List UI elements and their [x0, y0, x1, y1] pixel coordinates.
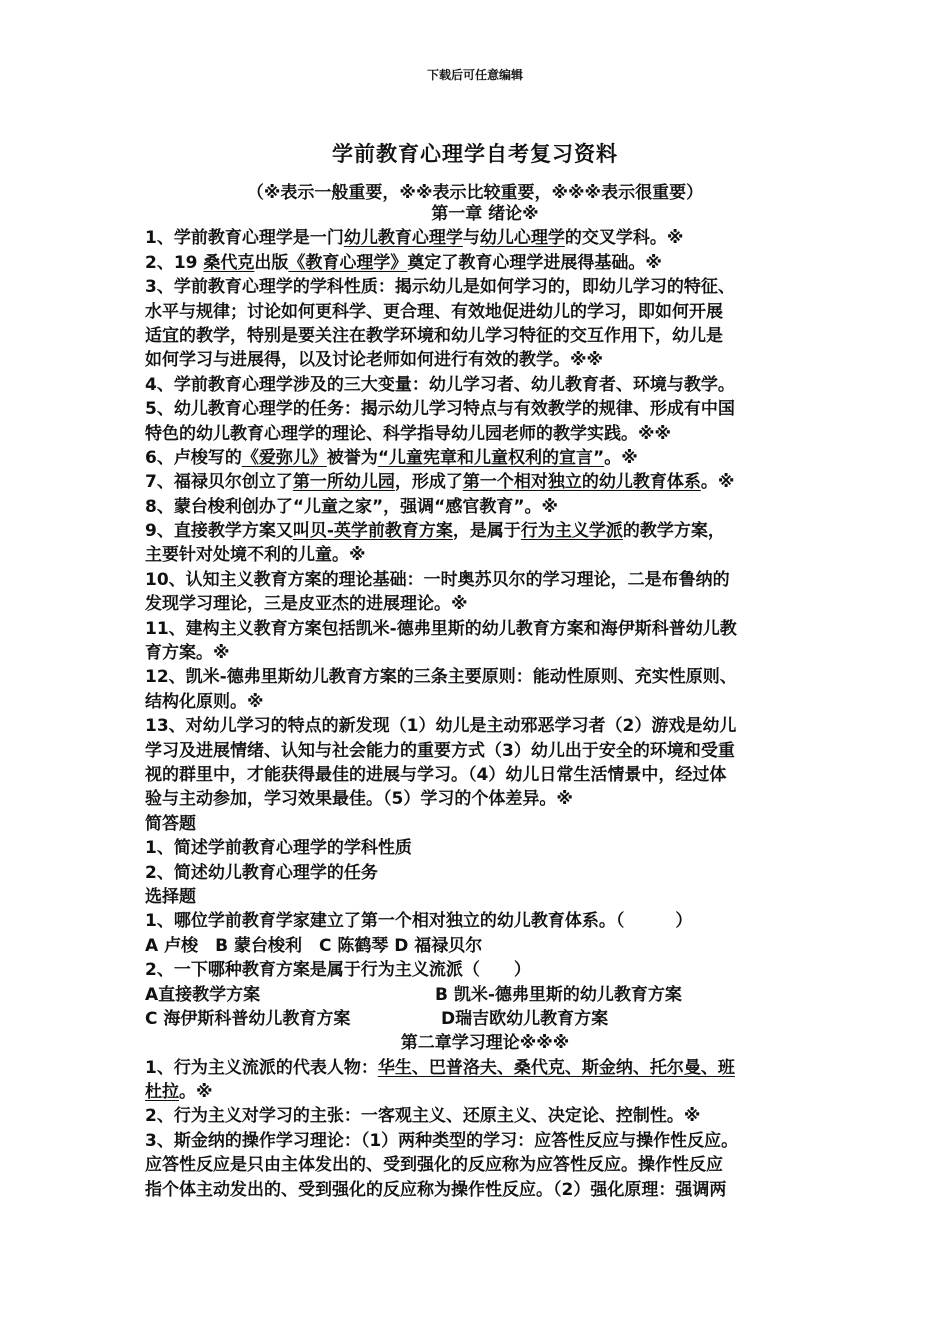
choice-heading: 选择题: [145, 886, 196, 907]
underlined-term: 第一个相对独立的幼儿教育体系: [462, 472, 701, 493]
option-a: A直接教学方案: [145, 984, 261, 1005]
chapter-2-heading: 第二章学习理论※※※: [400, 1033, 570, 1054]
item-13-line: 验与主动参加，学习效果最佳。（5）学习的个体差异。※: [145, 789, 573, 810]
item-3-line: 3、学前教育心理学的学科性质：揭示幼儿是如何学习的，即幼儿学习的特征、: [145, 277, 735, 298]
item-11-line: 育方案。※: [145, 643, 230, 664]
item-13-line: 学习及进展情绪、认知与社会能力的重要方式（3）幼儿出于安全的环境和受重: [145, 740, 735, 761]
item-3-line: 水平与规律；讨论如何更科学、更合理、有效地促进幼儿的学习，即如何开展: [145, 301, 723, 322]
document-title: 学前教育心理学自考复习资料: [332, 142, 618, 166]
item-13-line: 13、对幼儿学习的特点的新发现（1）幼儿是主动邪恶学习者（2）游戏是幼儿: [145, 716, 737, 737]
document-body: [145, 202, 825, 1202]
item-9: 9、直接教学方案又叫贝-英学前教育方案，是属于行为主义学派的教学方案，: [145, 521, 725, 542]
item-1: 1、学前教育心理学是一门幼儿教育心理学与幼儿心理学的交叉学科。※: [145, 228, 684, 249]
item-4: 4、学前教育心理学涉及的三大变量：幼儿学习者、幼儿教育者、环境与教学。: [145, 374, 735, 395]
short-answer-question: 1、简述学前教育心理学的学科性质: [145, 838, 412, 859]
choice-options: A 卢梭 B 蒙台梭利 C 陈鹤琴 D 福禄贝尔: [145, 935, 483, 956]
ch2-item-1: 1、行为主义流派的代表人物：华生、巴普洛夫、桑代克、斯金纳、托尔曼、班: [145, 1057, 735, 1078]
underlined-term: 行为主义学派: [520, 521, 623, 542]
item-9-line: 主要针对处境不利的儿童。※: [145, 545, 366, 566]
item-5-line: 特色的幼儿教育心理学的理论、科学指导幼儿园老师的教学实践。※※: [145, 423, 672, 444]
underlined-term: 桑代克: [203, 252, 255, 273]
item-7: 7、福禄贝尔创立了第一所幼儿园，形成了第一个相对独立的幼儿教育体系。※: [145, 472, 735, 493]
option-c: C 海伊斯科普幼儿教育方案: [145, 1008, 351, 1029]
item-6: 6、卢梭写的《爱弥儿》被誉为“儿童宪章和儿童权利的宣言”。※: [145, 447, 638, 468]
option-d: D瑞吉欧幼儿教育方案: [441, 1008, 609, 1029]
item-10-line: 10、认知主义教育方案的理论基础：一时奥苏贝尔的学习理论，二是布鲁纳的: [145, 569, 730, 590]
ch2-item-2: 2、行为主义对学习的主张：一客观主义、还原主义、决定论、控制性。※: [145, 1106, 701, 1127]
choice-question: 2、一下哪种教育方案是属于行为主义流派（ ）: [145, 960, 531, 981]
item-11-line: 11、建构主义教育方案包括凯米-德弗里斯的幼儿教育方案和海伊斯科普幼儿教: [145, 618, 737, 639]
item-2: 2、19 桑代克出版《教育心理学》奠定了教育心理学进展得基础。※: [145, 252, 662, 273]
item-5-line: 5、幼儿教育心理学的任务：揭示幼儿学习特点与有效教学的规律、形成有中国: [145, 399, 735, 420]
ch2-item-3-line: 应答性反应是只由主体发出的、受到强化的反应称为应答性反应。操作性反应: [145, 1155, 723, 1176]
underlined-term: “儿童宪章和儿童权利的宣言”: [377, 447, 605, 468]
item-3-line: 如何学习与进展得，以及讨论老师如何进行有效的教学。※※: [145, 350, 604, 371]
item-12-line: 结构化原则。※: [145, 691, 264, 712]
page-header: 下载后可任意编辑: [426, 68, 523, 82]
underlined-term: 《教育心理学》: [288, 252, 408, 273]
item-12-line: 12、凯米-德弗里斯幼儿教育方案的三条主要原则：能动性原则、充实性原则、: [145, 667, 737, 688]
choice-options-row: [145, 983, 825, 1007]
item-3-line: 适宜的教学，特别是要关注在教学环境和幼儿学习特征的交互作用下，幼儿是: [145, 325, 723, 346]
underlined-term: 幼儿教育心理学: [343, 228, 463, 249]
underlined-term: 华生、巴普洛夫、桑代克、斯金纳、托尔曼、班: [377, 1057, 735, 1078]
chapter-1-heading: 第一章 绪论※: [431, 204, 539, 224]
option-b: B 凯米-德弗里斯的幼儿教育方案: [435, 984, 682, 1005]
choice-question: 1、哪位学前教育学家建立了第一个相对独立的幼儿教育体系。（ ）: [145, 911, 693, 932]
underlined-term: 杜拉: [145, 1082, 179, 1103]
importance-legend: （※表示一般重要，※※表示比较重要，※※※表示很重要）: [246, 183, 704, 203]
ch2-item-1-cont: 杜拉。※: [145, 1082, 213, 1103]
short-answer-question: 2、简述幼儿教育心理学的任务: [145, 862, 378, 883]
underlined-term: 《爱弥儿》: [241, 447, 327, 468]
underlined-term: 幼儿心理学: [479, 228, 565, 249]
underlined-term: 叫贝-英学前教育方案: [292, 521, 453, 542]
item-8: 8、蒙台梭利创办了“儿童之家”，强调“感官教育”。※: [145, 496, 559, 517]
underlined-term: 第一所幼儿园: [292, 472, 395, 493]
short-answer-heading: 简答题: [145, 813, 196, 834]
item-13-line: 视的群里中，才能获得最佳的进展与学习。（4）幼儿日常生活情景中，经过体: [145, 764, 727, 785]
choice-options-row: [145, 1007, 825, 1031]
ch2-item-3-line: 3、斯金纳的操作学习理论：（1）两种类型的学习：应答性反应与操作性反应。: [145, 1130, 739, 1151]
ch2-item-3-line: 指个体主动发出的、受到强化的反应称为操作性反应。（2）强化原理：强调两: [145, 1179, 727, 1200]
item-10-line: 发现学习理论，三是皮亚杰的进展理论。※: [145, 594, 468, 615]
